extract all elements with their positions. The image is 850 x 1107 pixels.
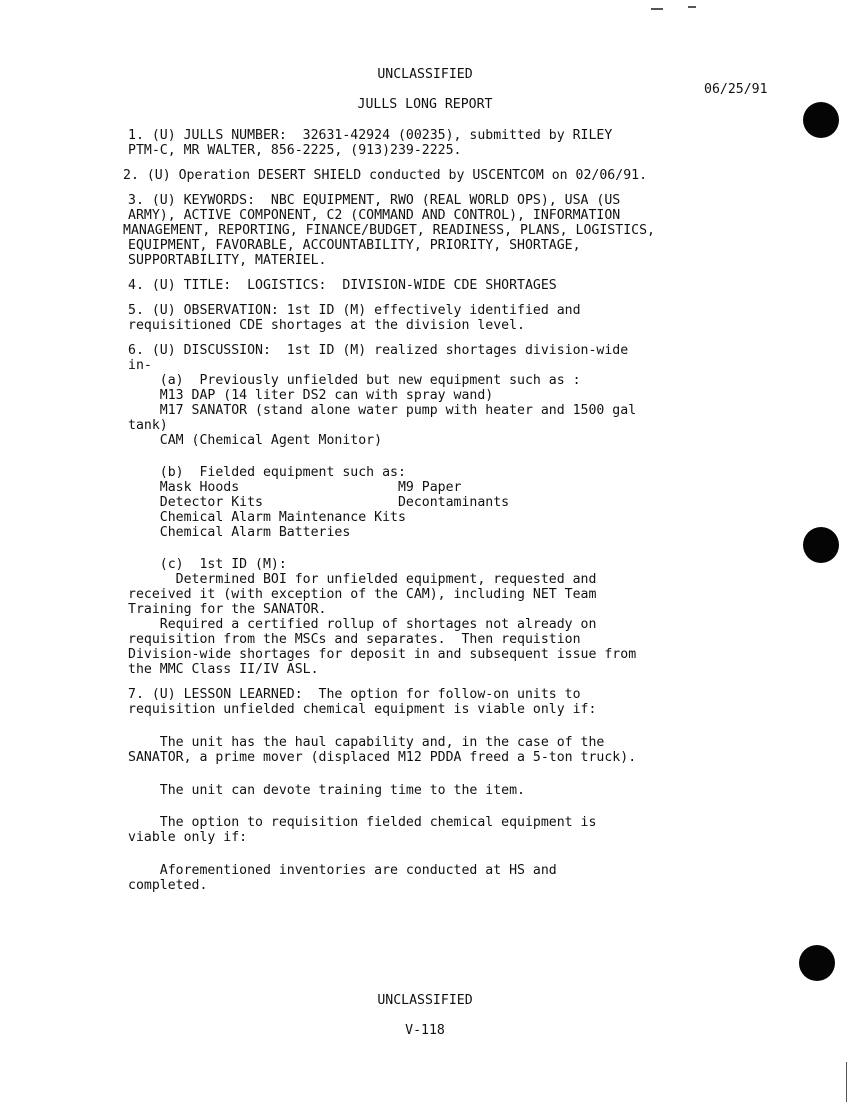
text-line: 1. (U) JULLS NUMBER: 32631-42924 (00235), submitted by RILEY bbox=[128, 128, 613, 143]
text-line: completed. bbox=[128, 878, 208, 893]
text-line: requisitioned CDE shortages at the division level. bbox=[128, 318, 525, 333]
text-line: the MMC Class II/IV ASL. bbox=[128, 662, 319, 677]
report-date: 06/25/91 bbox=[704, 82, 768, 97]
sections bbox=[123, 128, 818, 903]
text-line: Division-wide shortages for deposit in and subsequent issue from bbox=[128, 647, 637, 662]
text-line: Chemical Alarm Maintenance Kits bbox=[128, 510, 406, 525]
text-line: Required a certified rollup of shortages not already on bbox=[128, 617, 597, 632]
report-paragraph bbox=[128, 343, 818, 448]
text-line: in- bbox=[128, 358, 152, 373]
scan-speck bbox=[651, 8, 663, 10]
header-classification: UNCLASSIFIED bbox=[377, 67, 473, 82]
report-title: JULLS LONG REPORT bbox=[357, 97, 493, 112]
text-line: 6. (U) DISCUSSION: 1st ID (M) realized shortages division-wide bbox=[128, 343, 629, 358]
report-paragraph bbox=[128, 735, 818, 765]
text-line: Chemical Alarm Batteries bbox=[128, 525, 351, 540]
page-number: V-118 bbox=[405, 1023, 445, 1038]
scan-speck bbox=[688, 6, 696, 8]
report-paragraph bbox=[128, 278, 818, 293]
report-paragraph bbox=[128, 687, 818, 717]
report-paragraph bbox=[123, 193, 818, 268]
text-line: received it (with exception of the CAM), including NET Team bbox=[128, 587, 597, 602]
report-paragraph bbox=[128, 863, 818, 893]
text-line: The option to requisition fielded chemical equipment is bbox=[128, 815, 597, 830]
text-line: M13 DAP (14 liter DS2 can with spray wand) bbox=[128, 388, 494, 403]
report-paragraph bbox=[128, 815, 818, 845]
text-line: requisition from the MSCs and separates. Then requistion bbox=[128, 632, 581, 647]
text-line: Training for the SANATOR. bbox=[128, 602, 327, 617]
text-line: viable only if: bbox=[128, 830, 248, 845]
scan-edge-mark bbox=[846, 1062, 847, 1102]
text-line: The unit can devote training time to the item. bbox=[128, 783, 525, 798]
text-line: (c) 1st ID (M): bbox=[128, 557, 287, 572]
text-line: EQUIPMENT, FAVORABLE, ACCOUNTABILITY, PRIORITY, SHORTAGE, bbox=[128, 238, 581, 253]
text-line: (b) Fielded equipment such as: bbox=[128, 465, 406, 480]
report-paragraph bbox=[128, 783, 818, 798]
text-line: tank) bbox=[128, 418, 168, 433]
text-line: ARMY), ACTIVE COMPONENT, C2 (COMMAND AND CONTROL), INFORMATION bbox=[128, 208, 621, 223]
report-paragraph bbox=[123, 168, 818, 183]
text-line: (a) Previously unfielded but new equipment such as : bbox=[128, 373, 581, 388]
text-line: SUPPORTABILITY, MATERIEL. bbox=[128, 253, 327, 268]
text-line: 2. (U) Operation DESERT SHIELD conducted by USCENTCOM on 02/06/91. bbox=[123, 168, 648, 183]
text-line: MANAGEMENT, REPORTING, FINANCE/BUDGET, READINESS, PLANS, LOGISTICS, bbox=[123, 223, 655, 238]
text-line: 3. (U) KEYWORDS: NBC EQUIPMENT, RWO (REAL WORLD OPS), USA (US bbox=[128, 193, 621, 208]
text-line: Aforementioned inventories are conducted at HS and bbox=[128, 863, 557, 878]
text-line: requisition unfielded chemical equipment is viable only if: bbox=[128, 702, 597, 717]
report-paragraph bbox=[128, 557, 818, 677]
text-line: 4. (U) TITLE: LOGISTICS: DIVISION-WIDE CDE SHORTAGES bbox=[128, 278, 557, 293]
text-line: PTM-C, MR WALTER, 856-2225, (913)239-2225. bbox=[128, 143, 462, 158]
text-line: Mask Hoods M9 Paper bbox=[128, 480, 462, 495]
text-line: Determined BOI for unfielded equipment, requested and bbox=[128, 572, 597, 587]
text-line: Detector Kits Decontaminants bbox=[128, 495, 510, 510]
text-line: M17 SANATOR (stand alone water pump with heater and 1500 gal bbox=[128, 403, 637, 418]
text-line: CAM (Chemical Agent Monitor) bbox=[128, 433, 383, 448]
punch-hole-bottom bbox=[799, 945, 835, 981]
text-line: SANATOR, a prime mover (displaced M12 PDDA freed a 5-ton truck). bbox=[128, 750, 637, 765]
report-paragraph bbox=[128, 128, 818, 158]
text-line: The unit has the haul capability and, in the case of the bbox=[128, 735, 605, 750]
text-line: 7. (U) LESSON LEARNED: The option for follow-on units to bbox=[128, 687, 581, 702]
report-paragraph bbox=[128, 465, 818, 540]
text-line: 5. (U) OBSERVATION: 1st ID (M) effectively identified and bbox=[128, 303, 581, 318]
footer-classification: UNCLASSIFIED bbox=[377, 993, 473, 1008]
report-paragraph bbox=[128, 303, 818, 333]
